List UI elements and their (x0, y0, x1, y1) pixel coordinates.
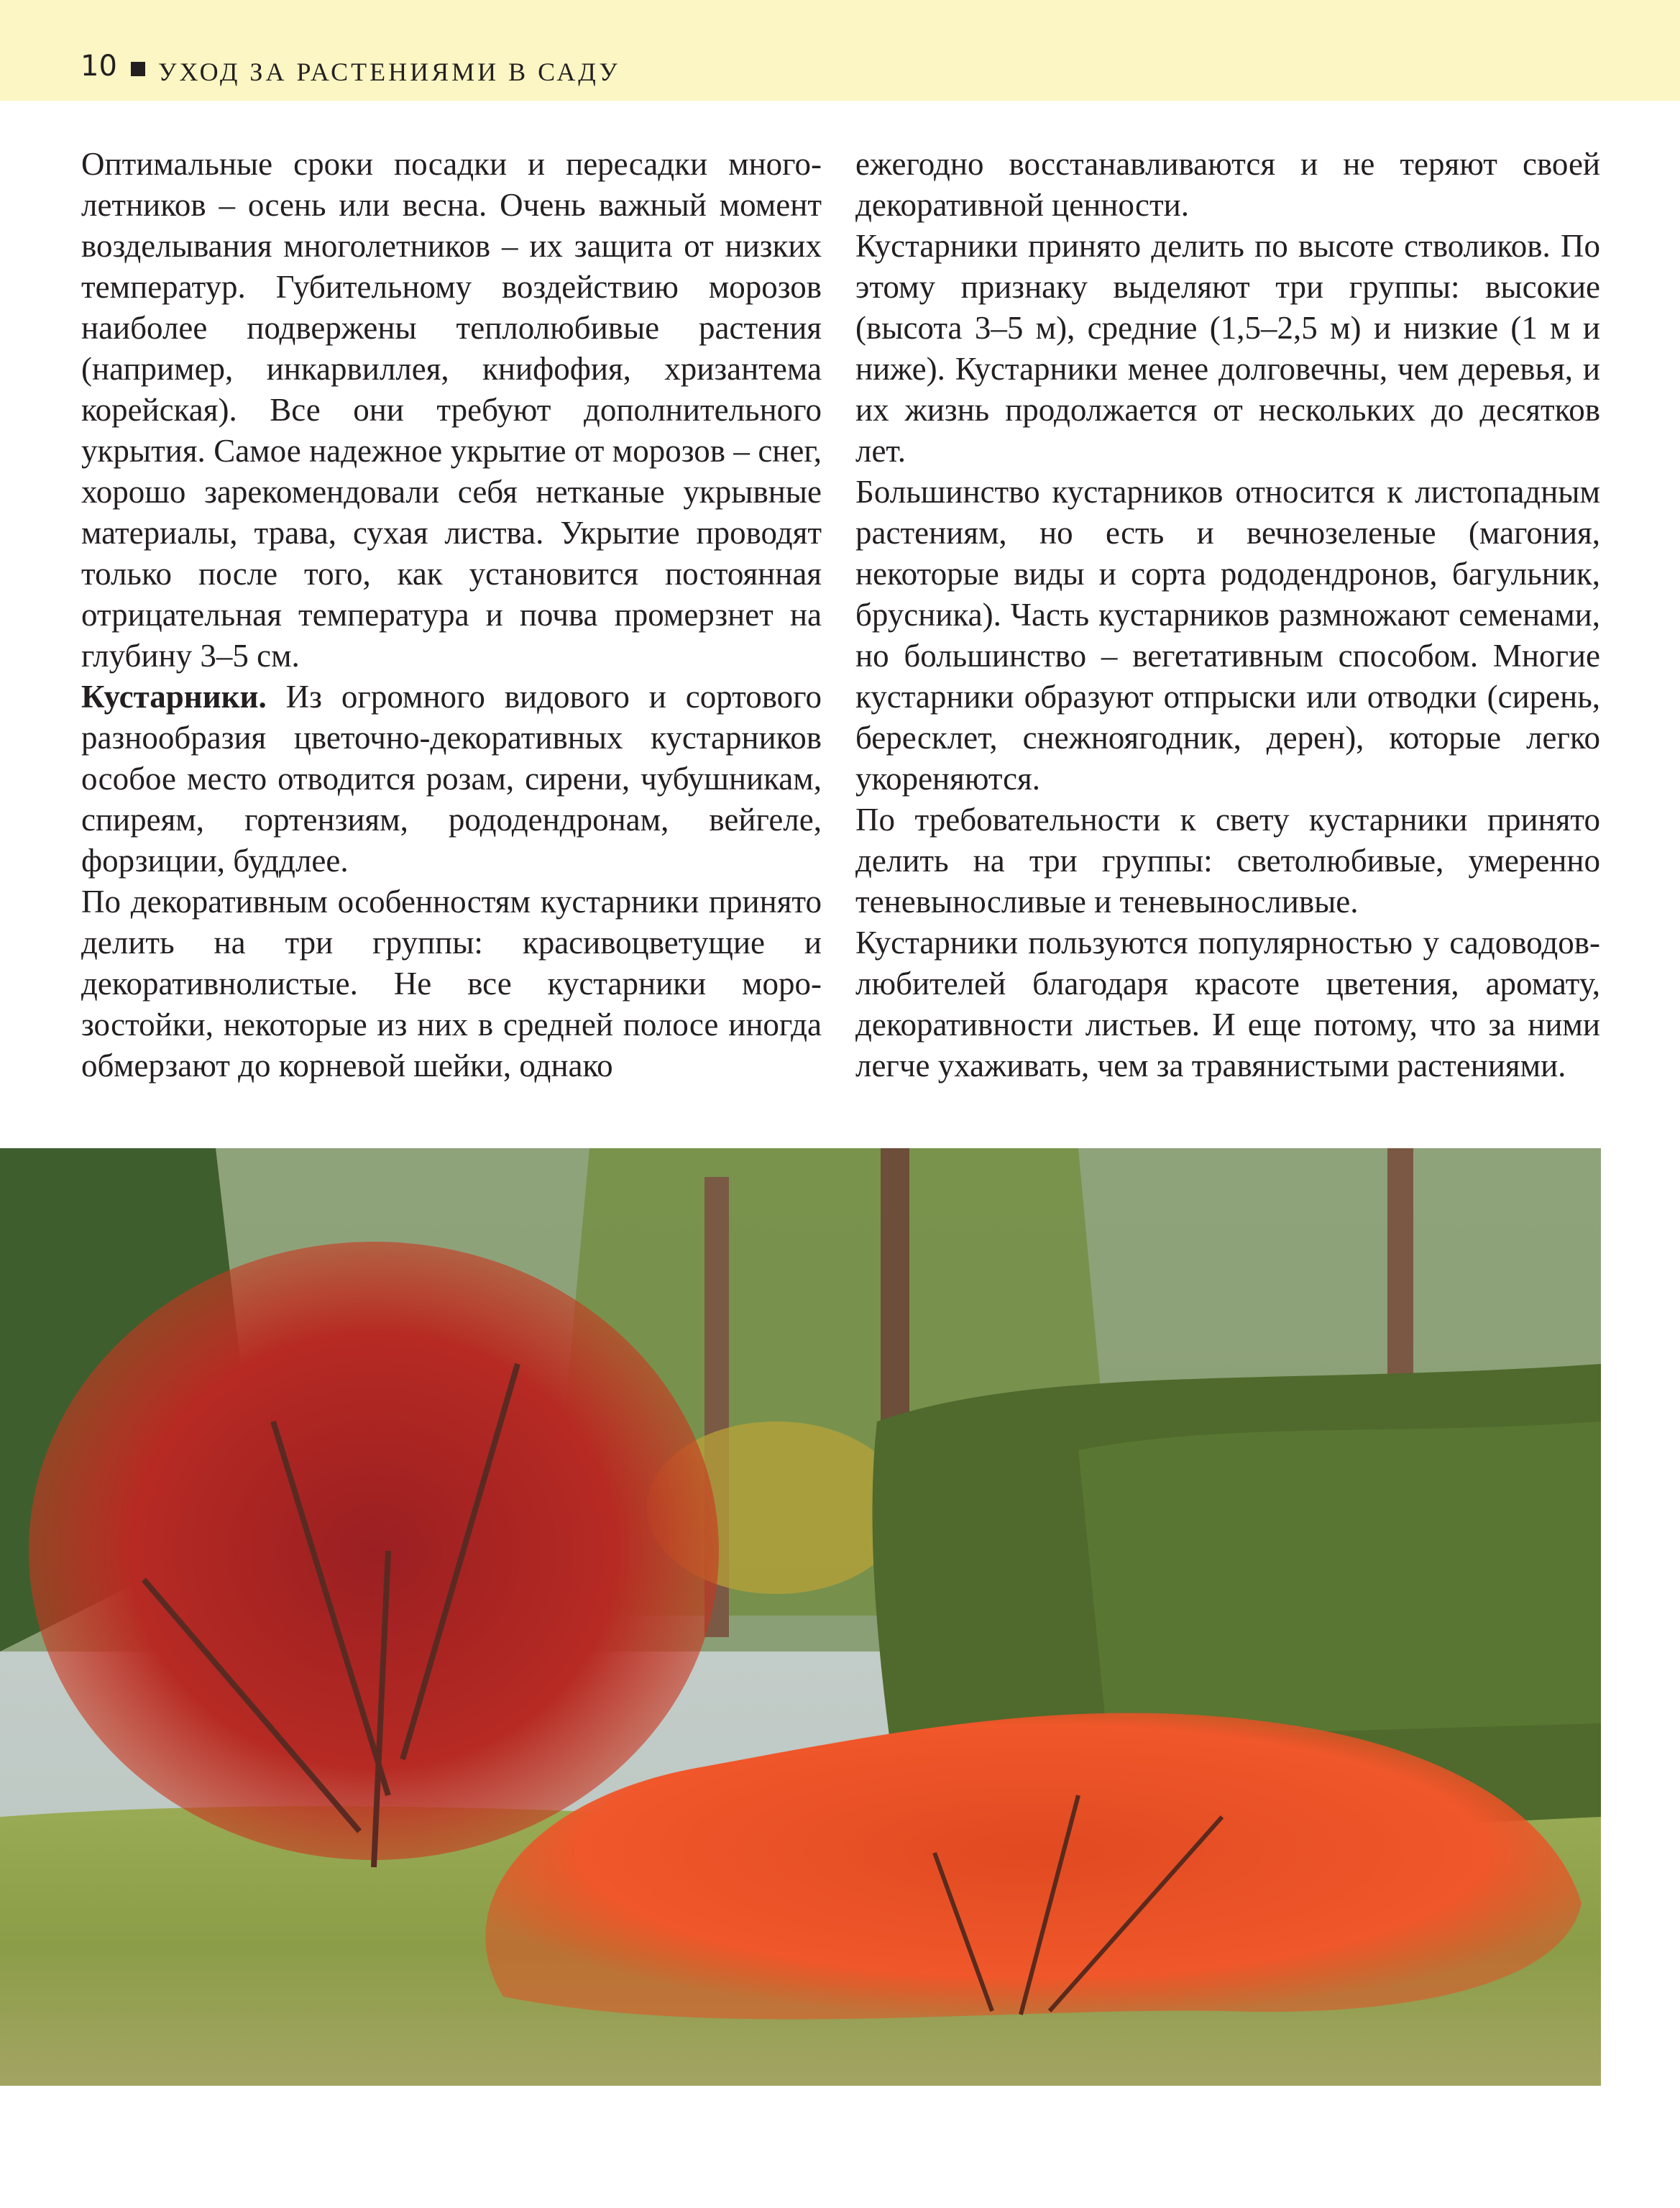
page-number: 10 (81, 50, 117, 83)
paragraph-perennials-planting: Оптимальные сроки посадки и пересадки многолетников – осень или весна. Очень важный момент возделывания многолетников – их защита от низких температур. Губительному воздействию морозов наиболее подвержены теплолюбивые растения (например, инкарвиллея, книфофия, хризантема корейская). Все они требуют дополнительного укрытия. Самое надежное укрытие от морозов – снег, хорошо зарекомендовали себя нетканые укрывные материалы, трава, сухая листва. Укрытие проводят только после того, как установится постоянная отрицательная температура и почва промерзнет на глубину 3–5 см. (81, 146, 822, 674)
paragraph-height-groups: Кустарники принято делить по высоте стволиков. По этому признаку выделяют три группы: высокие (высота 3–5 м), средние (1,5–2,5 м) и низкие (1 м и ниже). Кустарники менее долговечны, чем деревья, и их жизнь продолжается от нескольких до десятков лет. (855, 228, 1600, 469)
header-square-bullet (131, 62, 145, 76)
paragraph-popularity: Кустарники пользуются популярностью у садоводов-любителей благодаря красоте цветения, аромату, декоративности листьев. И еще потому, что за ними легче ухаживать, чем за травянистыми растениями. (855, 925, 1600, 1084)
paragraph-light-groups: По требовательности к свету кустарники принято делить на три группы: светолюбивые, умеренно теневыносливые и теневыносливые. (855, 802, 1600, 920)
left-column (81, 144, 822, 1086)
red-barberry-bush (29, 1242, 719, 1860)
paragraph-decorative-groups: По декоративным особенностям кустарники принято делить на три группы: красивоцветущие и декоративнолистые. Не все кустарники морозостойки, некоторые из них в средней полосе иногда обмерзают до корневой шейки, однако (81, 884, 822, 1084)
garden-shrubs-photo (0, 1148, 1601, 2086)
paragraph-shrubs-intro-text: Из огромного видового и сортового разнообразия цветочно-декоративных кустарников особое место отводится розам, сирени, чубушникам, спиреям, гортензиям, рододендронам, вейгеле, форзиции, буддлее. (81, 679, 822, 879)
photo-illustration (0, 1148, 1601, 2086)
paragraph-shrubs-intro (81, 677, 822, 881)
right-column (855, 144, 1600, 1086)
paragraph-continuation: ежегодно восстанавливаются и не теряют своей декоративной ценности. (855, 146, 1600, 223)
section-lead-shrubs: Кустарники. (81, 679, 267, 715)
paragraph-deciduous-evergreen: Большинство кустарников относится к листопадным растениям, но есть и вечнозеленые (магония, некоторые виды и сорта рододендронов, багульник, брусника). Часть кустарников размножают семенами, но большинство – вегетативным способом. Многие кустарники образуют отпрыски или отводки (сирень, бересклет, снежноягодник, дерен), которые легко укореняются. (855, 474, 1600, 797)
running-title: УХОД ЗА РАСТЕНИЯМИ В САДУ (158, 58, 620, 86)
juniper-highlight (1078, 1421, 1601, 1738)
